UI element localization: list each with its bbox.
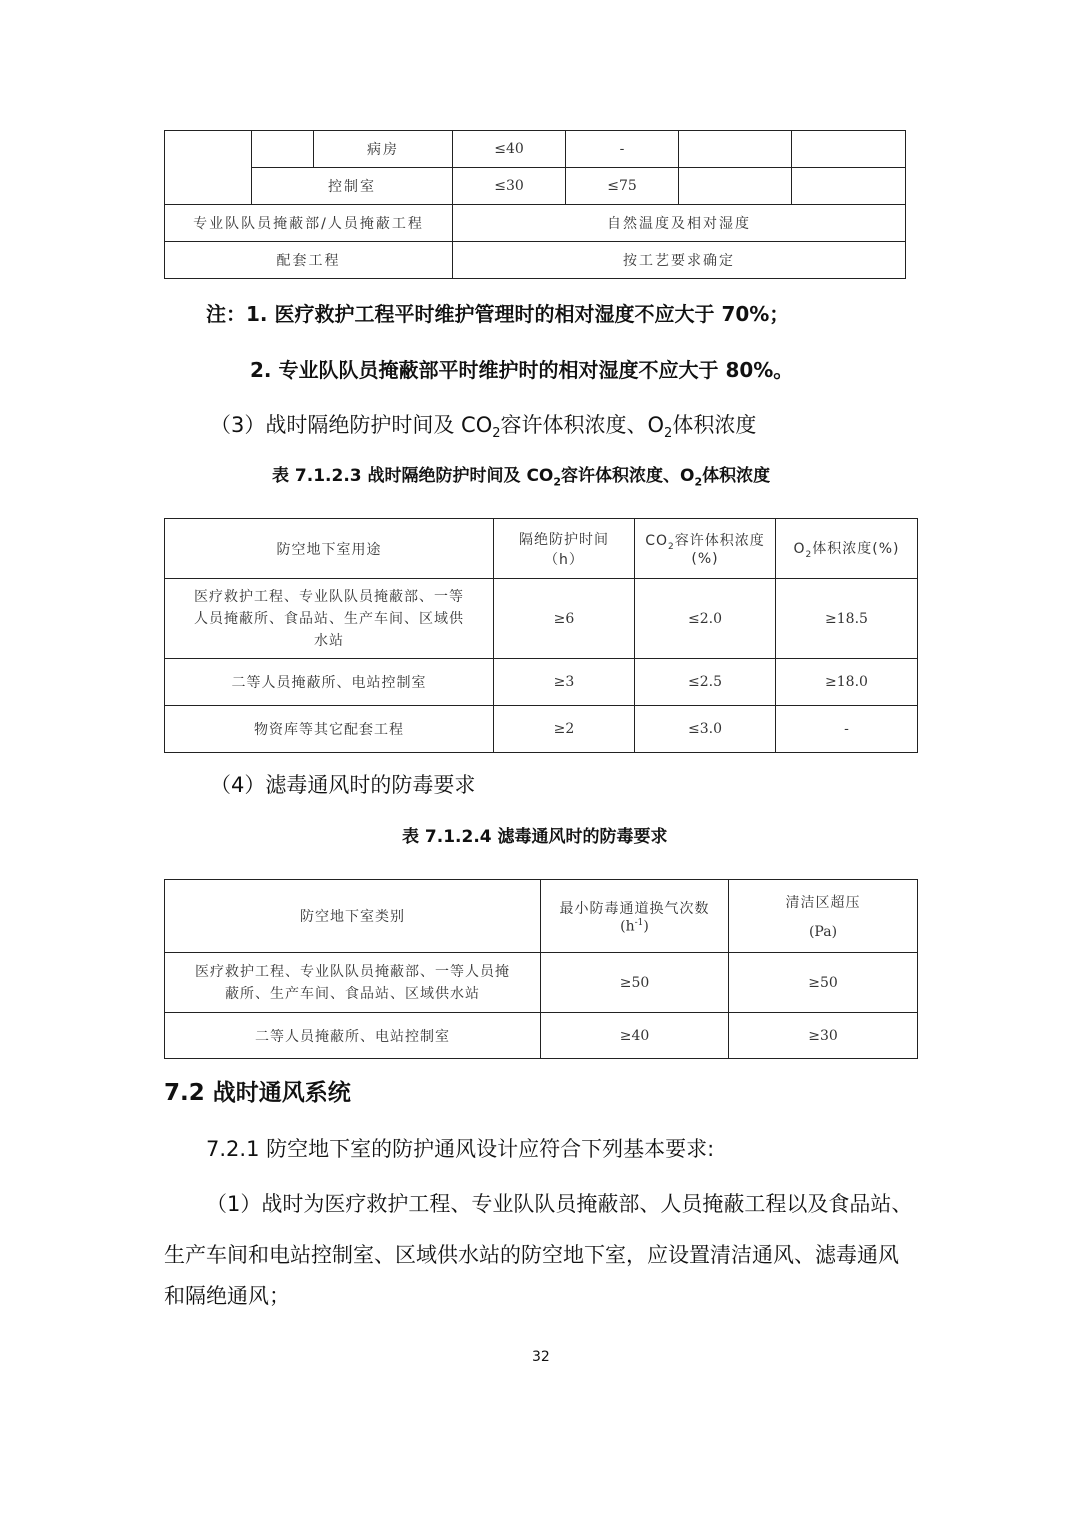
table-cell: ≥6 bbox=[494, 579, 635, 659]
section-7-2-heading: 7.2 战时通风系统 bbox=[164, 1080, 351, 1106]
table-cell: 医疗救护工程、专业队队员掩蔽部、一等 人员掩蔽所、食品站、生产车间、区域供 水站 bbox=[165, 579, 494, 659]
table-header-row bbox=[165, 880, 918, 953]
table-cell bbox=[165, 131, 252, 205]
table-cell bbox=[792, 131, 906, 168]
table-row bbox=[165, 579, 918, 659]
table-row bbox=[165, 205, 906, 242]
table-cell: - bbox=[566, 131, 679, 168]
header-cell: 隔绝防护时间 （h） bbox=[494, 519, 635, 579]
table-header-row bbox=[165, 519, 918, 579]
table-cell bbox=[679, 168, 792, 205]
table-cell: ≤40 bbox=[453, 131, 566, 168]
table-cell: ≥18.0 bbox=[776, 659, 918, 706]
table-cell: ≥2 bbox=[494, 706, 635, 753]
table-cell: ≤2.0 bbox=[635, 579, 776, 659]
table-cell: ≤75 bbox=[566, 168, 679, 205]
page-number: 32 bbox=[532, 1349, 550, 1365]
filter-ventilation-table bbox=[164, 879, 918, 1059]
table-row bbox=[165, 131, 906, 168]
table-caption-7-1-2-3: 表 7.1.2.3 战时隔绝防护时间及 $CO_2$容许体积浓度、$O_2$体积浓度 bbox=[272, 466, 771, 489]
note-line-2: 2. 专业队队员掩蔽部平时维护时的相对湿度不应大于 80%。 bbox=[250, 358, 794, 382]
table-cell: 控制室 bbox=[252, 168, 453, 205]
clause-7-2-1: 7.2.1 防空地下室的防护通风设计应符合下列基本要求: bbox=[206, 1137, 715, 1161]
table-cell: ≤2.5 bbox=[635, 659, 776, 706]
table-row bbox=[165, 168, 906, 205]
table-row bbox=[165, 953, 918, 1013]
header-cell: $O_2$体积浓度(%) bbox=[776, 519, 918, 579]
table-cell bbox=[679, 131, 792, 168]
header-cell: 最小防毒通道换气次数 $(h^{-1})$ bbox=[541, 880, 729, 953]
header-cell: $CO_2$容许体积浓度 (%) bbox=[635, 519, 776, 579]
table-cell: 二等人员掩蔽所、电站控制室 bbox=[165, 1013, 541, 1059]
table-cell: 按工艺要求确定 bbox=[453, 242, 906, 279]
table-cell: - bbox=[776, 706, 918, 753]
note-line-1: 注：1. 医疗救护工程平时维护管理时的相对湿度不应大于 70%； bbox=[206, 302, 790, 326]
header-cell: 防空地下室类别 bbox=[165, 880, 541, 953]
paragraph-line-1: （1）战时为医疗救护工程、专业队队员掩蔽部、人员掩蔽工程以及食品站、 bbox=[206, 1192, 913, 1216]
table-cell: 物资库等其它配套工程 bbox=[165, 706, 494, 753]
table-cell: ≥50 bbox=[541, 953, 729, 1013]
table-cell: 二等人员掩蔽所、电站控制室 bbox=[165, 659, 494, 706]
table-cell: 专业队队员掩蔽部/人员掩蔽工程 bbox=[165, 205, 453, 242]
section-3-heading: （3）战时隔绝防护时间及 $CO_2$容许体积浓度、$O_2$体积浓度 bbox=[210, 413, 757, 442]
header-cell: 防空地下室用途 bbox=[165, 519, 494, 579]
table-row bbox=[165, 242, 906, 279]
section-4-heading: （4）滤毒通风时的防毒要求 bbox=[210, 773, 476, 797]
table-cell: 病房 bbox=[314, 131, 453, 168]
table-cell bbox=[252, 131, 314, 168]
isolation-protection-table bbox=[164, 518, 918, 753]
table-cell: ≥40 bbox=[541, 1013, 729, 1059]
table-cell: 医疗救护工程、专业队队员掩蔽部、一等人员掩 蔽所、生产车间、食品站、区域供水站 bbox=[165, 953, 541, 1013]
paragraph-line-3: 和隔绝通风； bbox=[164, 1284, 290, 1308]
table-cell: ≥18.5 bbox=[776, 579, 918, 659]
table-cell: ≥30 bbox=[729, 1013, 918, 1059]
humidity-table-continuation bbox=[164, 130, 906, 279]
table-cell: ≥3 bbox=[494, 659, 635, 706]
table-cell: ≥50 bbox=[729, 953, 918, 1013]
table-row bbox=[165, 706, 918, 753]
table-row bbox=[165, 1013, 918, 1059]
header-cell: 清洁区超压 (Pa) bbox=[729, 880, 918, 953]
table-row bbox=[165, 659, 918, 706]
table-cell: ≤30 bbox=[453, 168, 566, 205]
paragraph-line-2: 生产车间和电站控制室、区域供水站的防空地下室，应设置清洁通风、滤毒通风 bbox=[164, 1243, 899, 1267]
table-cell bbox=[792, 168, 906, 205]
table-caption-7-1-2-4: 表 7.1.2.4 滤毒通风时的防毒要求 bbox=[402, 827, 668, 847]
table-cell: 自然温度及相对湿度 bbox=[453, 205, 906, 242]
table-cell: ≤3.0 bbox=[635, 706, 776, 753]
table-cell: 配套工程 bbox=[165, 242, 453, 279]
